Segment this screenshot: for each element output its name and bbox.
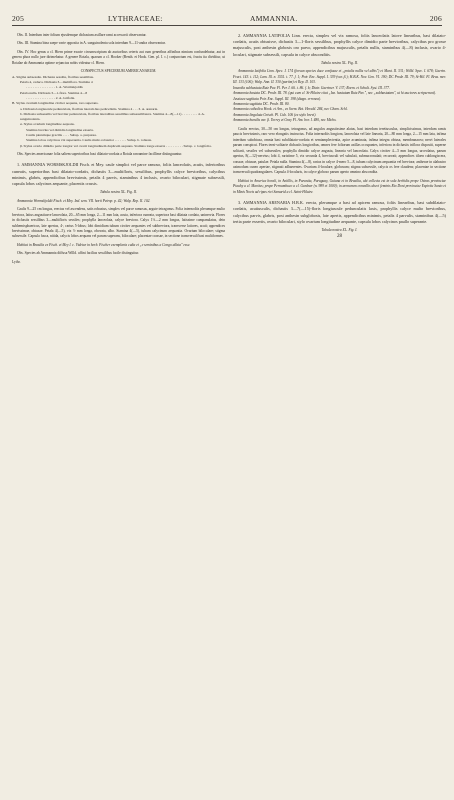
conspectus-title: CONSPECTUS SPECIERUM AMERICANARUM. [80,69,157,74]
species-2-heading: 2. AMMANNIA LATIFOLIA Linn. erecta, simplex vel vix ramosa, foliis lanceolatis latove linearibus, basi dilatato-cordatis, acutis obtusisve, dichasiis 3—1-floris sessilibus, prophyllis calyce dimidio parte brevioribus, calycibus pro grosse majusculis, post anthesin globosis oro parvo, appendicibus majusculis, petalis nullis, staminibus 4(—8) inclusis, ovario 4-loculari, stigmate subsessili, capsula in calyce absconditis. [233,33,446,57]
key-line: Petala 4, caduca. Dichasia 3—multiflora. Stamina 4 [20,79,93,84]
key-line: β. Stylus ovario dimidio parte longior vel ovarii longitudinem duplicem aequans. Stamina longe exserta . . . . . . . . . . Subsp. c. longifolia. [20,143,212,148]
observation-4: Obs. IV. Hoc genus a cl. Hiern prime exacte circumscriptum ab auctoribus ceteris aut cum generibus affinibus nimium confundebatur, aut in genera plura nullo jure dirimebatur. A genere Rotala, quacum a cl. Hooker (Benth. et Hook. Gen. pl. I. c.) conjunctum est, fructu ita dividitur, ut Rotalae ab Ammannia optime sejunctus nobis videatur cl. Hiern. [12,49,225,65]
key-line: a. Dichasia longiuscule pedunculata, floribus laterali-bus pedicellatis. Stamina 4 . . . 3. A. arenaria. [20,106,159,111]
species-1-habitat: Habitat in Brasilia ex Fisch. et Mey l. c. Videtur in herb. Fischer exemplaria culta et „e seminibus a Congo allata" esse. [17,242,191,247]
species-1-synonyms: Ammannia Wormskjoldii Fisch. et Mey. Ind. sem. VII. horti Petrop. p. 42; Walp. Rep. II. 102. [17,198,151,203]
observation-3: Obs. III. Stamina bina saepe varie opposita in A. sanguinolenta sola interdum 9—11-andra observantur. [17,41,166,46]
running-title-right: AMMANNIA. [250,14,298,23]
key-line: B. Stylus ovarium longitudine circiter aequans, raro superans. [12,101,99,106]
species-key [12,75,225,149]
observation-2: Obs. II. Interdum inter folium ejusdemque dichasium axillare rami accessorii observantur. [17,33,147,37]
key-line: A. Stigma subsessile. Dichasia sessilia, floribus sessilibus. [12,74,94,79]
page-number-right: 206 [429,14,442,23]
key-line: Petala nulla. Dichasia 3—1-flora. Stamina 4—8 [20,90,88,95]
species-3-plate: Tabula nostra XL. Fig. I. [321,228,358,233]
species-1-observation: Obs. Species ab Ammannia diffusa Willd. affini facilius sessilibus facile distinguitur. [17,251,139,256]
key-line: Caulis plerumque gracilis . . . . Subsp. a. purpurea. [26,133,97,138]
key-line: b. Dichasia subsessilia vel breviter pedunculata, floribus lateralibus sessilibus subsessilibusve. Stamina 4—8(—11) . . . . . . . . . 4. A. sanguinolenta. [20,111,205,122]
species-1-heading: 1. AMMANNIA WORMSKJOLDII Fisch. et Mey. caule simplici vel parce ramoso, foliis lanceolatis, acutis, inferioribus cuneatis, superioribus basi dilatato-cordatis, dichasiis 3—multifloris, sessilibus, prophyllis calyce brevioribus, calycibus minimis, glabris, appendicibus brevissimis, petalis 4 parvis, staminibus 4 inclusis, ovario biloculari, stigmate subsessili, capsula lobos calycinos aequante, placentis crassis. [12,162,225,187]
species-3-heading: 3. AMMANNIA ARENARIA H.B.K. erecta, plerumque a basi ad apicem ramosa, foliis linearibus, basi subdilatato-cordatis, acutiusculis, dichasiis 3—7(—15)-floris longiuscule pedunculatis laxis, prophyllis calyce multo brevioribus, calycibus parvis, glabris, post anthesin subglobosis, late apertis, appendicibus minimis, petalis 4 parvulis, staminibus 4(—5) tertia parte exsertis, ovario biloculari, stylo ovarium longitudine aequante, capsula lobos calycinos paullo superante. [233,200,446,224]
page-number-left: 205 [12,14,25,23]
key-line: Stamina brevius vel dimidia longitudine exserta. [26,127,94,132]
species-2-habitat: Habitat in America borali, in Antillis, in Paraniia, Paraguay, Guiana et in Brasilia, ubi collecta est in sola herbidis prope Ostras provinciae Piauhy a cl. Martius; prope Pernambuco a cl. Gardner (n. 989 et 1000); in arenarum convallis ubeci feminis Rio Doni provinciae Espiritu Santo et in Minis Novis ad ripas rivi Samarid a cl. Saint-Hilaire. [233,178,446,194]
observation-species: Obs. Species americanae folia saltem superioribus basi dilatato-cordata a Rotala raroamine facillime distinguuntur. [17,152,183,157]
left-column [12,33,225,265]
key-line: . . . . . . . . . . . . . . . . . 1. A. Wormskjoldii. [26,85,84,90]
species-2-plate: Tabula nostra XL. Fig. II. [321,60,358,65]
running-title-left: LYTHRACEAE: [108,14,163,23]
key-line: α. Stylus ovarium longitudine aequans. [20,122,75,127]
header-rule [12,25,442,26]
species-2-synonyms: Ammannia latifolia Linn. Spec. I. 174 (forsan species duce confusae et „potalis nullis vel albis") et Mant. II. 331; Willd. Spec. I. 678; Gaertn. Fruct. 143. t. 112; Lam. Ill. n. 1551. t. 77. f. 1; Poir. Enc. Suppl. I. 339 (var. β.); H.B.K. Nov. Gen. VI. 190; DC Prodr. III. 79; St-Hil. Fl. Bras. mer. III. 133 (106); Walp. Ann. II. 330 (partim) et Rep. II. 103. Insardia subhastata Ruiz Pav. Fl. Per. I. 66. t. 86. f. b; Diatr. Gaertner. V. 137; Roem. et Schult. Syst. III. 377. Ammannia hastata DC. Prodr. III. 78. (qui cum cl. St-Hilaire citat „Isn. hastatam Ruiz Pav.", nec „subhastatam", ut hi auctores scripserunt). Jussiaea sagittata Poir. Enc. Suppl. III. 198 (diagn. erronea). Ammannia sagittata DC. Prodr. III. 80. Ammannia catholica Hook. et Arn., ex Seem. Bot. Herald. 284, nec Cham. Schl. Ammannia lingulata Griseb. Pl. Cub. 106 (ex stylo brevi). Ammannia humilis var. β. Torrey et Gray Fl. Am. bor. I. 480, nec Michx. [233,69,446,123]
species-2-description: Caulis erectus, 30—50 cm longus, tetragonus, ad angulos angustissime alatus, basi interdum teretiusculus, simplicissimus, interdum ramis paucis brevissimis, raro vero elongatis instructus. Folia internodiis longiora, lanceolata vel late linearia, 20—80 mm longa, 2—15 mm lata, infima interdum subobtusa, omnia basi subdilatato-cordata et semiamplectentia, apice acuminata, infima integra obtusa, membranacea; nervi laterales parum conspicui. Flores terni-solitarie dichasiis longioribus, omnes fere foliorum axillas occupantes, inferiora in dichasiis triflora dispositi, superne solitarii, sessiles vel subsessiles; prophylla dimidio calyce angusta, linearia vel lanceolata. Calyx circiter 4—5 mm longus, urceolatus, parum apertus, 8(—12)-nervius; lobi 4, raristime 5, vix secunda 4, breviusculi vel subulati, submucronulati; recurvati; appendices tiloen cublongiscera, crassae, obtusae, patulae. Petala nulla. Stamina 4(—8), rarius in calyce 4-mero 5—8, tubum calycinum aequantia vel breviora; antherae in alabastro aximodum cuneo apertae, stigmati adhaerentes. Ovarium 4-loculare, globosum; stigma subsessile, calycis os fere claudens; placentae in sectione transversali quadrangulares. Capsula 4-locularis, in calyce globoso parum aperto omnino abscondita. [233,126,446,175]
footer-signature: Lythr. [12,259,21,264]
species-1-description: Caulis 9—25 cm longus, erectus vel ascendens, satis robustus, simplex vel parce ramosus, argute tetragonus. Folia internodiis plerumque multo breviora, latius angustiusve lanceolata, 20—65 mm longa, 2—11 mm lata, acuta, inferiora cuneata, superiora basi dilatata cordata, uninervia. Flores in dichasiis sessilibus 3—multifloris sessiles; prophylla lanceolata, calyce breviora. Calyx 1½—2 mm longus, latissime campanulatus, dein subhemisphaericus, late apertus, 4-, rarius 5-lobus; lobi dimidium tubum circiter aequantes vel subbreviora, transverse latiores, acuti; appendices brevissimae, obtusae. Petala 4(—5), vix ½ mm longa, obovata, albo. Stamina 4(—5), tubum calycinum aequantia. Ovarium biloculare; stigma subsessile. Capsula fusca, nitida, calycis lobos aequans vel parum superans, biloculare; placentae crassae, in sectione transversali basi multiformes. [12,207,225,239]
right-column [233,33,446,239]
signature-number: 28 [337,233,342,239]
species-1-plate: Tabula nostra XL. Fig. II. [100,190,137,195]
key-line: Stamina lobos calycinos vix superantia. Caulis multo robustior . . . . . . . Subsp. b. robusta. [26,138,152,143]
key-line: . . . . . . . . . . . . . . . . . 2. A. latifolia. [26,95,76,100]
